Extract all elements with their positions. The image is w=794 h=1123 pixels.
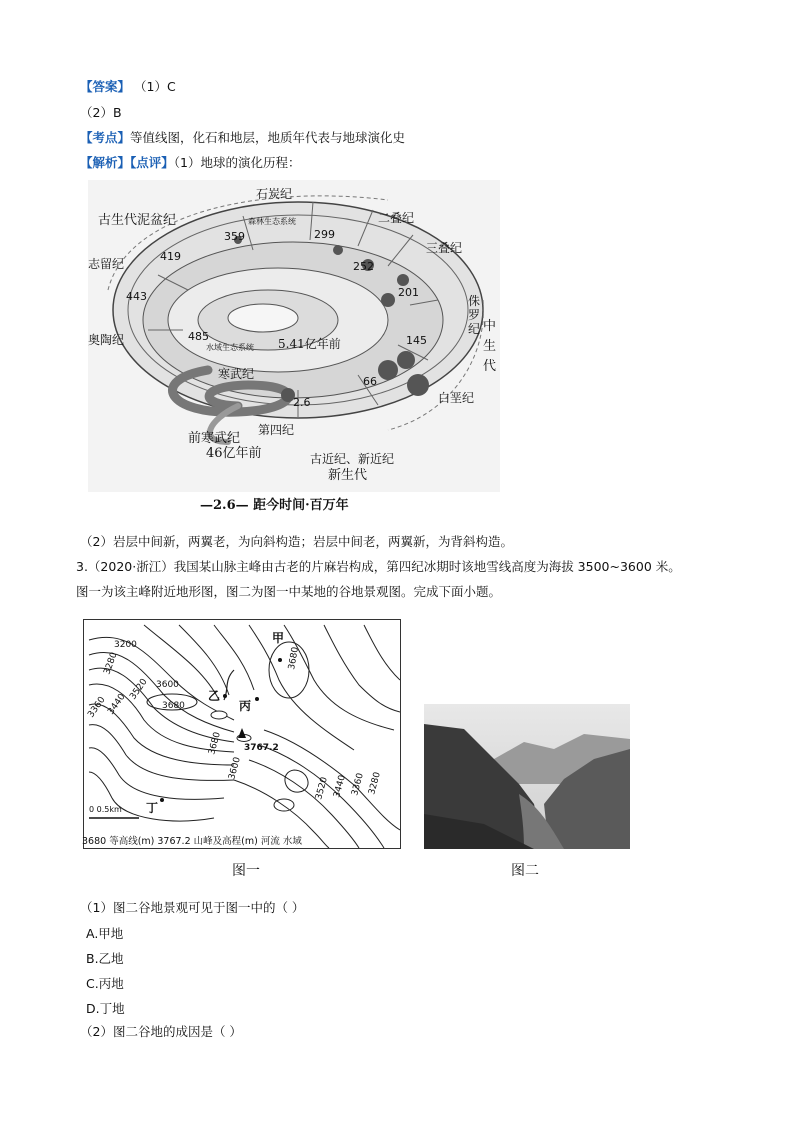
jiexi-tag: 【解析】 [80, 155, 131, 170]
contour-3680-c: 3680 [207, 731, 223, 756]
kaodian-text: 等值线图，化石和地层，地质年代表与地球演化史 [130, 130, 406, 145]
num-66: 66 [363, 375, 377, 388]
kaodian-line [80, 129, 405, 147]
label-46yi: 46亿年前 [206, 446, 262, 461]
place-bing: 丙 [239, 699, 252, 713]
valley-photo [424, 704, 630, 849]
num-145: 145 [406, 334, 427, 347]
label-gujin: 古近纪、新近纪 [310, 452, 395, 466]
q1-option-b: B.乙地 [86, 951, 124, 966]
label-disi: 第四纪 [258, 423, 295, 437]
q2-stem: （2）图二谷地的成因是（ ） [80, 1024, 242, 1039]
label-zhuluo-2: 罗 [468, 308, 481, 322]
contour-3680-a: 3680 [162, 701, 185, 711]
label-541yi: 5.41亿年前 [278, 337, 341, 351]
place-ding: 丁 [146, 801, 159, 815]
contour-3280: 3280 [102, 651, 120, 677]
contour-3680-b: 3680 [287, 646, 301, 671]
contour-3440: 3440 [106, 692, 128, 717]
label-shitan: 石炭纪 [256, 187, 293, 201]
jiexi-line [80, 154, 301, 172]
spiral-caption: —2.6— 距今时间·百万年 [200, 498, 349, 513]
num-201: 201 [398, 286, 419, 299]
label-dai: 代 [483, 359, 497, 374]
label-qianhanwu: 前寒武纪 [188, 431, 241, 446]
q1-option-c: C.丙地 [86, 976, 124, 991]
label-gushengdai: 古生代泥盆纪 [98, 213, 177, 228]
map-scale: 0 0.5km [89, 805, 122, 814]
num-359: 359 [224, 230, 245, 243]
num-485: 485 [188, 330, 209, 343]
label-shuiyu: 水域生态系统 [206, 343, 254, 352]
contour-map [84, 620, 400, 848]
label-xinshengdai: 新生代 [328, 468, 368, 483]
figure-1-label: 图一 [232, 863, 260, 879]
place-jia: 甲 [272, 631, 285, 645]
answer-2: （2）B [80, 105, 122, 120]
contour-3440-b: 3440 [332, 774, 348, 799]
label-hanwu: 寒武纪 [218, 367, 255, 381]
num-252: 252 [353, 260, 374, 273]
contour-3200: 3200 [114, 640, 137, 650]
place-yi: 乙 [208, 689, 221, 703]
label-erdie: 二叠纪 [378, 211, 415, 225]
question-3-line-2: 图一为该主峰附近地形图，图二为图一中某地的谷地景观图。完成下面小题。 [76, 584, 502, 599]
label-sandie: 三叠纪 [426, 241, 463, 255]
label-sheng: 生 [483, 339, 497, 354]
kaodian-tag: 【考点】 [80, 130, 131, 145]
earth-evolution-spiral-figure [88, 180, 500, 492]
num-443: 443 [126, 290, 147, 303]
contour-3360-b: 3360 [350, 772, 366, 797]
label-baie: 白垩纪 [438, 391, 475, 405]
label-zhuluo-1: 侏 [468, 294, 481, 308]
answer-tag: 【答案】 [80, 79, 131, 94]
contour-map-figure [83, 619, 401, 849]
answer-1: （1）C [134, 79, 176, 94]
num-299: 299 [314, 228, 335, 241]
contour-3600-b: 3600 [227, 756, 243, 781]
num-2-6: 2.6 [293, 396, 311, 409]
q1-stem: （1）图二谷地景观可见于图一中的（ ） [80, 900, 305, 915]
contour-3520: 3520 [128, 677, 150, 702]
contour-3360: 3360 [86, 695, 108, 720]
peak-elevation: 3767.2 [244, 743, 279, 753]
jiexi-text: （1）地球的演化历程： [173, 155, 301, 170]
label-zhong: 中 [483, 319, 497, 334]
label-zhuluo-3: 纪 [468, 322, 481, 336]
q1-option-d: D.丁地 [86, 1001, 125, 1016]
contour-3280-b: 3280 [367, 771, 383, 796]
label-senlin: 森林生态系统 [248, 217, 296, 226]
label-zhiliu: 志留纪 [88, 257, 125, 271]
contour-3520-b: 3520 [314, 776, 330, 801]
question-3-line-1: 3.（2020·浙江）我国某山脉主峰由古老的片麻岩构成，第四纪冰期时该地雪线高度为海拔 3500~3600 米。 [76, 559, 681, 574]
map-legend: 3680 等高线(m) 3767.2 山峰及高程(m) 河流 水域 [82, 836, 302, 847]
dianping-tag: 【点评】 [130, 155, 174, 170]
explain-2: （2）岩层中间新，两翼老，为向斜构造；岩层中间老，两翼新，为背斜构造。 [80, 534, 513, 549]
q1-option-a: A.甲地 [86, 926, 124, 941]
label-aotao: 奥陶纪 [88, 333, 125, 347]
figure-2-label: 图二 [511, 863, 539, 879]
contour-3600: 3600 [156, 680, 179, 690]
answer-line [80, 78, 176, 96]
num-419: 419 [160, 250, 181, 263]
